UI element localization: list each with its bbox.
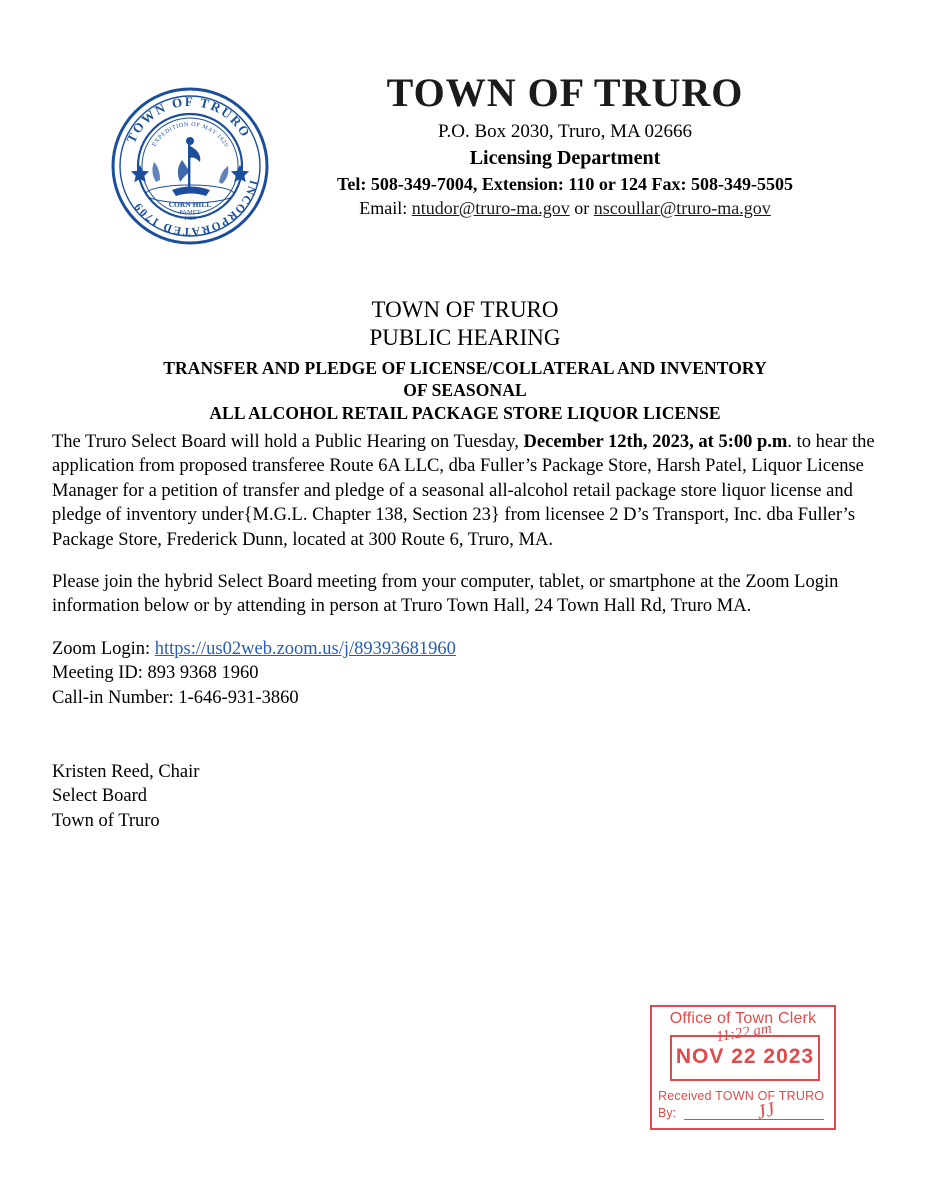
notice-body xyxy=(52,430,880,833)
signature-role: Select Board xyxy=(52,786,148,807)
zoom-login-label: Zoom Login: xyxy=(52,638,155,659)
signature-org: Town of Truro xyxy=(52,810,160,831)
email-link-ntudor[interactable]: ntudor@truro-ma.gov xyxy=(411,197,570,218)
notice-title-block xyxy=(50,296,880,424)
stamp-title: Office of Town Clerk xyxy=(669,1010,817,1027)
title-line-public-hearing: PUBLIC HEARING xyxy=(369,325,561,351)
email-label: Email: xyxy=(359,197,412,218)
paragraph1-post: . to hear the application from proposed transferee Route 6A LLC, dba Fuller’s Package Store, Harsh Patel, Liquor License Manager for a petition of transfer and pledge of a seasonal all-alcohol retail package store liquor license and pledge of inventory under{M.G.L. Chapter 138, Section 23} from licensee 2 D’s Transport, Inc. dba Fuller’s Package Store, Frederick Dunn, located at 300 Route 6, Truro, MA. xyxy=(52,432,875,550)
email-joiner: or xyxy=(569,197,594,218)
email-link-nscoullar[interactable]: nscoullar@truro-ma.gov xyxy=(593,197,771,218)
title-line-license-type: ALL ALCOHOL RETAIL PACKAGE STORE LIQUOR LICENSE xyxy=(209,402,721,423)
title-line-town: TOWN OF TRURO xyxy=(371,297,559,322)
hearing-datetime: December 12th, 2023, at 5:00 p.m xyxy=(523,432,788,452)
svg-text:CORN HILL: CORN HILL xyxy=(168,200,212,209)
telephone-line: Tel: 508-349-7004, Extension: 110 or 124 Fax: 508-349-5505 xyxy=(337,173,793,194)
stamp-by-label: By: xyxy=(658,1106,677,1120)
stamp-received-label: Received TOWN OF TRURO xyxy=(658,1089,825,1103)
letterhead-text xyxy=(285,72,845,221)
town-seal-icon xyxy=(110,86,270,246)
stamp-signature-mark: JJ xyxy=(754,1098,778,1124)
zoom-callin-number: Call-in Number: 1-646-931-3860 xyxy=(52,687,299,708)
paragraph1-pre: The Truro Select Board will hold a Public Hearing on Tuesday, xyxy=(52,432,524,452)
svg-text:1620: 1620 xyxy=(184,216,196,222)
svg-text:TOWN OF TRURO: TOWN OF TRURO xyxy=(123,93,255,146)
svg-text:INCORPORATED 1709: INCORPORATED 1709 xyxy=(131,178,260,238)
title-line-seasonal: OF SEASONAL xyxy=(403,380,527,401)
town-title: TOWN OF TRURO xyxy=(386,70,744,115)
stamp-date: NOV 22 2023 xyxy=(675,1045,815,1068)
zoom-meeting-id: Meeting ID: 893 9368 1960 xyxy=(52,663,259,684)
town-clerk-stamp xyxy=(650,1005,836,1130)
stamp-handwritten-time: 11:22 am xyxy=(715,1020,773,1046)
signature-name: Kristen Reed, Chair xyxy=(52,762,200,783)
signature-block xyxy=(52,760,880,833)
email-line xyxy=(285,196,845,221)
zoom-login-line xyxy=(52,637,880,661)
stamp-signature-rule xyxy=(684,1119,824,1120)
paragraph-hearing-details xyxy=(52,430,880,552)
svg-text:EXPEDITION OF MAY 1620: EXPEDITION OF MAY 1620 xyxy=(151,121,230,149)
svg-text:PAMET: PAMET xyxy=(179,209,201,216)
letterhead xyxy=(0,72,927,252)
department-name: Licensing Department xyxy=(469,146,661,169)
zoom-login-link[interactable]: https://us02web.zoom.us/j/89393681960 xyxy=(154,638,456,659)
title-line-transfer: TRANSFER AND PLEDGE OF LICENSE/COLLATERAL AND INVENTORY xyxy=(163,358,767,379)
paragraph-meeting-access: Please join the hybrid Select Board meeting from your computer, tablet, or smartphone at the Zoom Login information below or by attending in person at Truro Town Hall, 24 Town Hall Rd, Truro MA. xyxy=(52,572,839,617)
town-address: P.O. Box 2030, Truro, MA 02666 xyxy=(438,121,692,142)
zoom-info-block xyxy=(52,637,880,710)
